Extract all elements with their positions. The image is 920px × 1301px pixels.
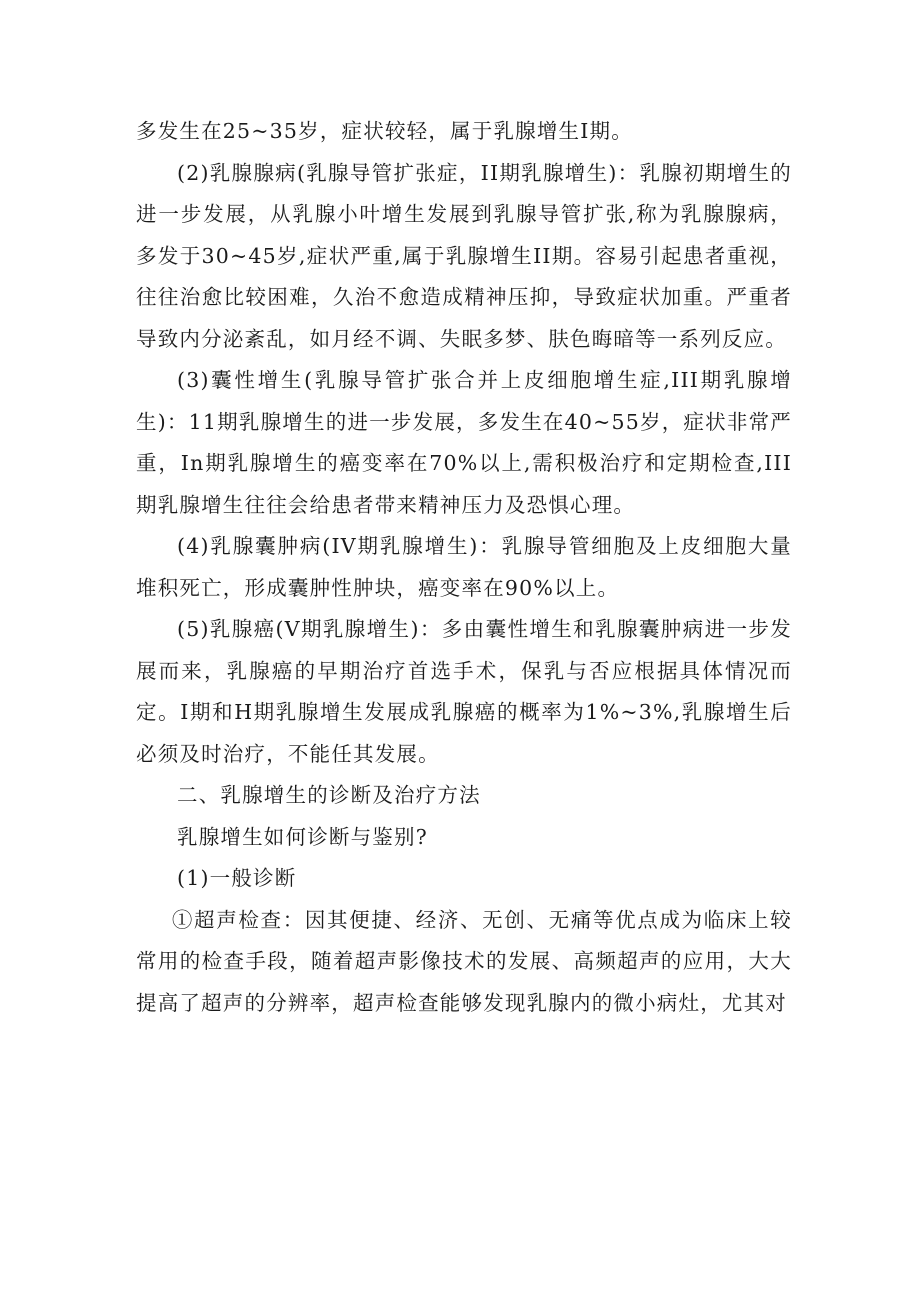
paragraph-ultrasound: ①超声检查：因其便捷、经济、无创、无痛等优点成为临床上较常用的检查手段，随着超声影像技术的发展、高频超声的应用，大大提高了超声的分辨率，超声检查能够发现乳腺内的微小病灶，尤其对 [136, 907, 792, 1015]
paragraph-stage-3: (3)囊性增生(乳腺导管扩张合并上皮细胞增生症,III期乳腺增生)：11期乳腺增生的进一步发展，多发生在40~55岁，症状非常严重，In期乳腺增生的癌变率在70%以上,需积极治疗和定期检查,III期乳腺增生往往会给患者带来精神压力及恐惧心理。 [136, 368, 792, 517]
subsection-question: 乳腺增生如何诊断与鉴别? [177, 824, 428, 849]
paragraph-stage-5: (5)乳腺癌(V期乳腺增生)：多由囊性增生和乳腺囊肿病进一步发展而来，乳腺癌的早期治疗首选手术，保乳与否应根据具体情况而定。I期和H期乳腺增生发展成乳腺癌的概率为1%~3%,乳腺增生后必须及时治疗，不能任其发展。 [136, 617, 792, 766]
section-heading: 二、乳腺增生的诊断及治疗方法 [177, 783, 481, 807]
document-body [136, 111, 792, 1024]
paragraph-continuation: 多发生在25~35岁，症状较轻，属于乳腺增生I期。 [136, 119, 633, 143]
paragraph-stage-4: (4)乳腺囊肿病(IV期乳腺增生)：乳腺导管细胞及上皮细胞大量堆积死亡，形成囊肿性肿块，癌变率在90%以上。 [136, 534, 792, 600]
paragraph-stage-2: (2)乳腺腺病(乳腺导管扩张症，II期乳腺增生)：乳腺初期增生的进一步发展，从乳腺小叶增生发展到乳腺导管扩张,称为乳腺腺病，多发于30~45岁,症状严重,属于乳腺增生II期。容易引起患者重视，往往治愈比较困难，久治不愈造成精神压抑，导致症状加重。严重者导致内分泌紊乱，如月经不调、失眠多梦、肤色晦暗等一系列反应。 [136, 160, 792, 351]
subsection-general-diagnosis: (1)一般诊断 [177, 866, 297, 890]
